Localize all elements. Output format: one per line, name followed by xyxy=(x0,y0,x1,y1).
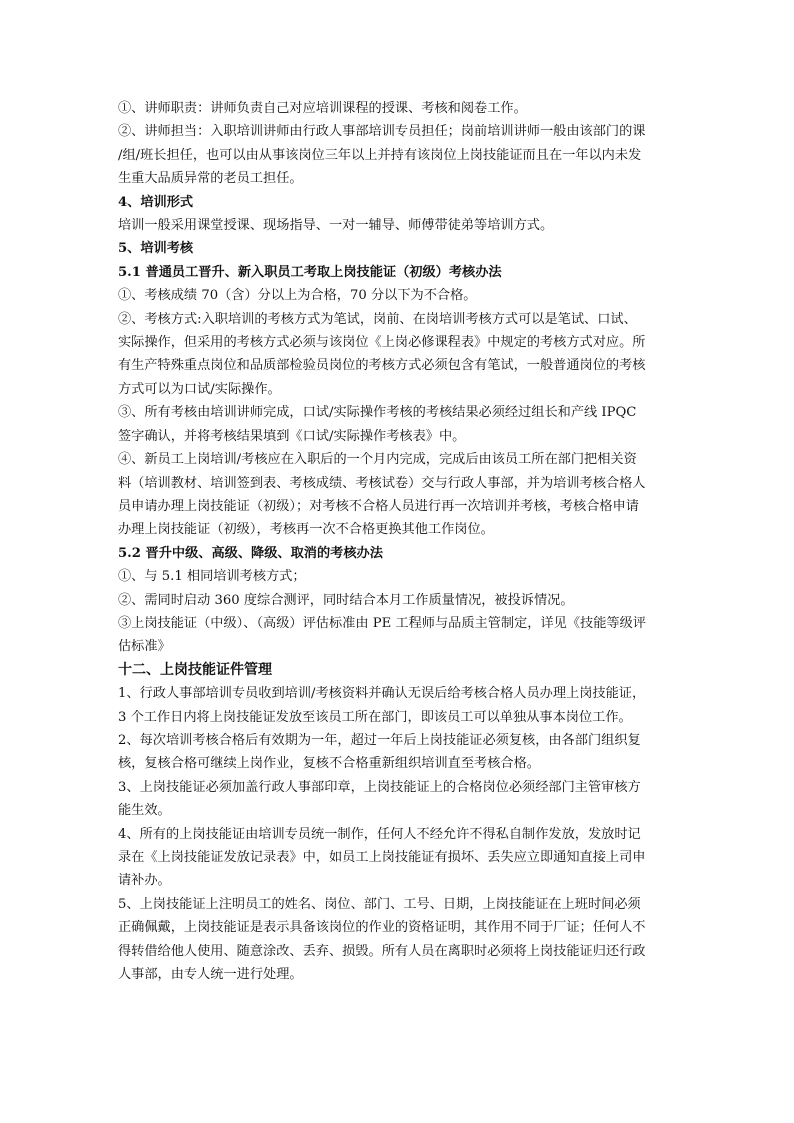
text-line: ①、讲师职责：讲师负责自己对应培训课程的授课、考核和阅卷工作。 xyxy=(118,101,527,116)
text-line: ③上岗技能证（中级）、（高级）评估标准由 PE 工程师与品质主管制定，详见《技能等级评 xyxy=(118,615,646,631)
text-line: 办理上岗技能证（初级），考核再一次不合格更换其他工作岗位。 xyxy=(118,522,494,538)
text-line: ②、考核方式:入职培训的考核方式为笔试，岗前、在岗培训考核方式可以是笔试、口试、 xyxy=(118,311,637,327)
text-line: 料（培训教材、培训签到表、考核成绩、考核试卷）交与行政人事部，并为培训考核合格人 xyxy=(118,475,646,491)
text-line: 3 个工作日内将上岗技能证发放至该员工所在部门，即该员工可以单独从事本岗位工作。 xyxy=(118,709,632,725)
text-line: 2、每次培训考核合格后有效期为一年，超过一年后上岗技能证必须复核，由各部门组织复 xyxy=(118,732,641,748)
text-line: 核，复核合格可继续上岗作业，复核不合格重新组织培训直至考核合格。 xyxy=(118,756,540,772)
text-line: 得转借给他人使用、随意涂改、丢弃、损毁。所有人员在离职时必须将上岗技能证归还行政 xyxy=(118,943,646,959)
text-line: ④、新员工上岗培训/考核应在入职后的一个月内完成，完成后由该员工所在部门把相关资 xyxy=(118,452,637,468)
text-line: ②、需同时启动 360 度综合测评，同时结合本月工作质量情况，被投诉情况。 xyxy=(118,592,574,608)
text-line: 1、行政人事部培训专员收到培训/考核资料并确认无误后给考核合格人员办理上岗技能证， xyxy=(118,686,646,702)
section-heading: 4、培训形式 xyxy=(118,194,194,210)
text-line: ①、与 5.1 相同培训考核方式； xyxy=(118,569,306,585)
text-line: 录在《上岗技能证发放记录表》中，如员工上岗技能证有损坏、丢失应立即通知直接上司申 xyxy=(118,850,646,865)
text-line: ①、考核成绩 70（含）分以上为合格，70 分以下为不合格。 xyxy=(118,288,477,304)
text-line: 培训一般采用课堂授课、现场指导、一对一辅导、师傅带徒弟等培训方式。 xyxy=(118,218,554,234)
text-line: 员申请办理上岗技能证（初级）；对考核不合格人员进行再一次培训并考核，考核合格申请 xyxy=(118,498,639,514)
document-body xyxy=(118,97,678,986)
text-line: 人事部，由专人统一进行处理。 xyxy=(118,967,303,983)
chapter-heading: 十二、上岗技能证件管理 xyxy=(118,661,272,678)
text-line: ③、所有考核由培训讲师完成，口试/实际操作考核的考核结果必须经过组长和产线 IPQC xyxy=(118,405,637,421)
text-line: 能生效。 xyxy=(118,803,171,819)
text-line: 5、上岗技能证上注明员工的姓名、岗位、部门、工号、日期，上岗技能证在上班时间必须 xyxy=(118,896,641,912)
text-line: 4、所有的上岗技能证由培训专员统一制作，任何人不经允许不得私自制作发放，发放时记 xyxy=(118,826,641,842)
text-line: 3、上岗技能证必须加盖行政人事部印章，上岗技能证上的合格岗位必须经部门主管审核方 xyxy=(118,779,641,795)
section-heading: 5、培训考核 xyxy=(118,241,194,257)
text-line: 正确佩戴，上岗技能证是表示具备该岗位的作业的资格证明，其作用不同于厂证；任何人不 xyxy=(118,920,646,936)
subsection-heading: 5.1 普通员工晋升、新入职员工考取上岗技能证（初级）考核办法 xyxy=(118,264,502,280)
text-line: /组/班长担任，也可以由从事该岗位三年以上并持有该岗位上岗技能证而且在一年以内未发 xyxy=(118,147,642,163)
text-line: 请补办。 xyxy=(118,873,171,889)
text-line: ②、讲师担当：入职培训讲师由行政人事部培训专员担任；岗前培训讲师一般由该部门的课 xyxy=(118,124,646,140)
text-line: 签字确认，并将考核结果填到《口试/实际操作考核表》中。 xyxy=(118,428,466,444)
text-line: 生重大品质异常的老员工担任。 xyxy=(118,171,303,187)
subsection-heading: 5.2 晋升中级、高级、降级、取消的考核办法 xyxy=(118,545,383,561)
text-line: 实际操作，但采用的考核方式必须与该岗位《上岗必修课程表》中规定的考核方式对应。所 xyxy=(118,335,646,351)
text-line: 有生产特殊重点岗位和品质部检验员岗位的考核方式必须包含有笔试，一般普通岗位的考核 xyxy=(118,358,646,374)
text-line: 估标准》 xyxy=(118,639,171,655)
text-line: 方式可以为口试/实际操作。 xyxy=(118,381,281,397)
